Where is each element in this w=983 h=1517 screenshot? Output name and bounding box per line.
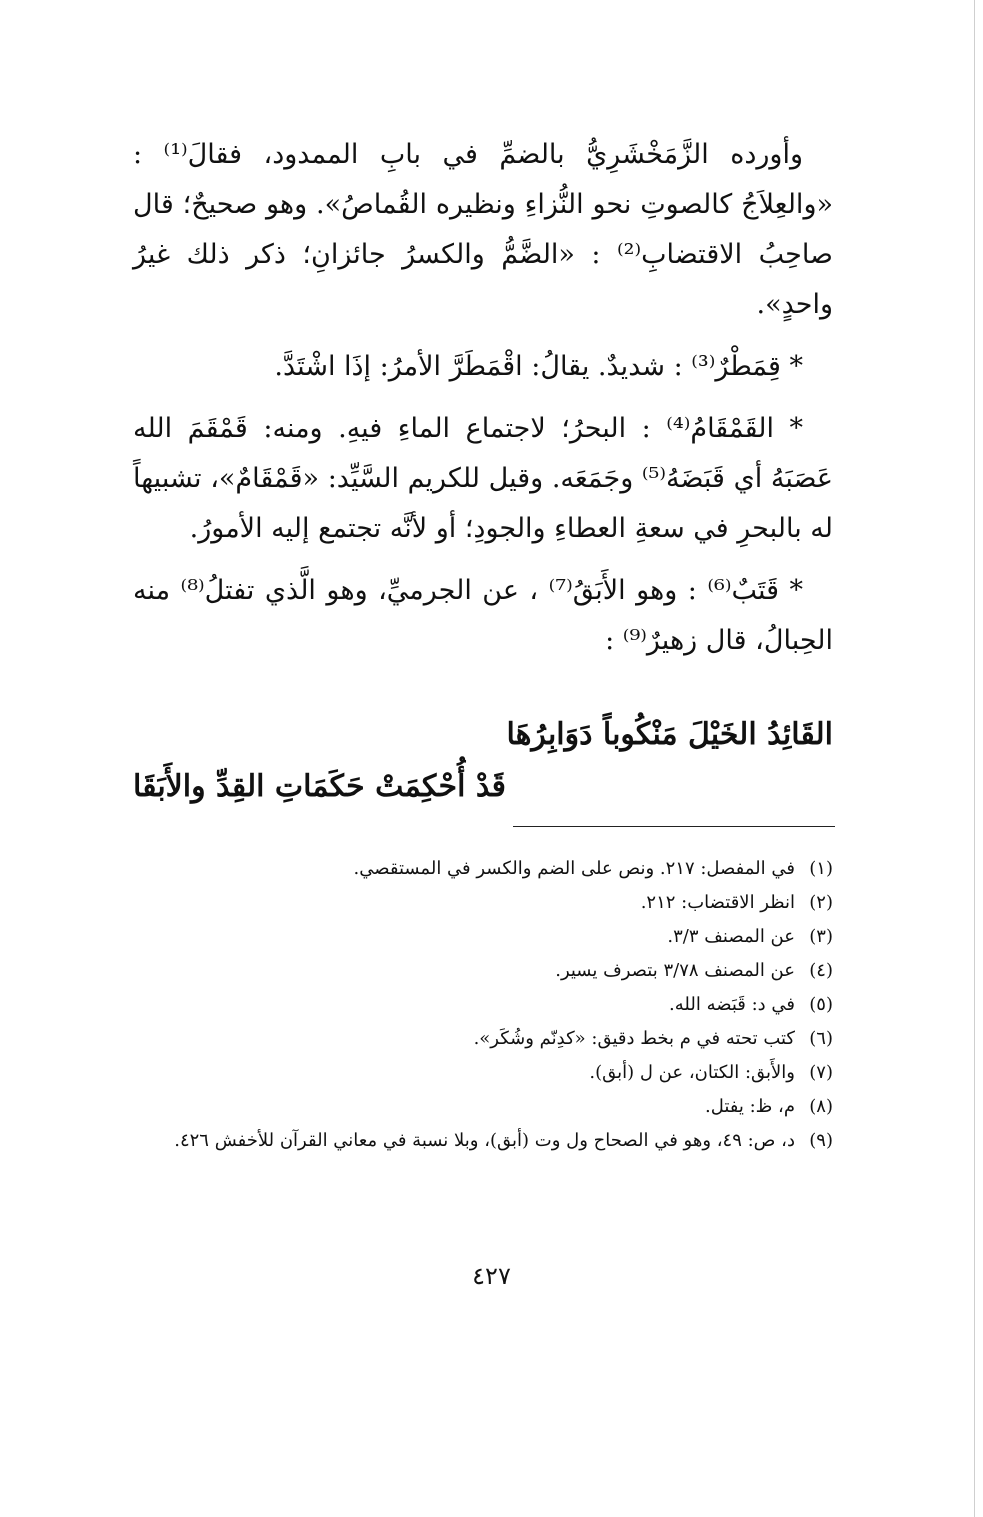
- entry-qatab: * قَتَبٌ⁽⁶⁾ : وهو الأَبَقُ⁽⁷⁾ ، عن الجرميِّ، وهو الَّذي تفتلُ⁽⁸⁾ منه الحِبالُ، قال زهيرٌ⁽⁹⁾ :: [133, 575, 833, 656]
- verse-second-hemistich: قَدْ أُحْكِمَتْ حَكَمَاتِ القِدِّ والأَبَقَا: [133, 769, 506, 804]
- footnote-text: كتب تحته في م بخط دقيق: «كدِنّم وشُكَر».: [473, 1028, 795, 1049]
- footnote-4: [133, 954, 833, 988]
- entry-qamqam: * القَمْقَامُ⁽⁴⁾ : البحرُ؛ لاجتماع الماءِ فيهِ. ومنه: قَمْقَمَ الله عَصَبَهُ أي قَبَضَهُ⁽⁵⁾ وجَمَعَه. وقيل للكريم السَّيِّد: «قَمْقَامٌ»، تشبيهاً له بالبحرِ في سعةِ العطاءِ والجودِ؛ أو لأنَّه تجتمع إليه الأمورُ.: [133, 413, 833, 544]
- footnote-3: [133, 920, 833, 954]
- verse-first-hemistich: القَائِدُ الخَيْلَ مَنْكُوباً دَوَابِرُهَا: [506, 717, 833, 752]
- footnote-number: (٦): [809, 1028, 833, 1049]
- footnotes: [133, 852, 833, 1158]
- footnote-text: والأَبق: الكتان، عن ل (أبق).: [589, 1062, 795, 1083]
- footnote-number: (٩): [809, 1130, 833, 1151]
- footnote-text: في المفصل: ٢١٧. ونص على الضم والكسر في المستقصي.: [353, 858, 795, 879]
- footnote-7: [133, 1056, 833, 1090]
- entry-qimatr: * قِمَطْرٌ⁽³⁾ : شديدٌ. يقالُ: اقْمَطَرَّ الأمرُ: إذَا اشْتَدَّ.: [274, 351, 803, 382]
- footnote-text: م، ظ: يفتل.: [704, 1096, 795, 1117]
- footnote-number: (٣): [809, 926, 833, 947]
- main-text: [133, 130, 833, 666]
- footnote-6: [133, 1022, 833, 1056]
- footnote-text: عن المصنف ٣/٧٨ بتصرف يسير.: [555, 960, 795, 981]
- footnote-2: [133, 886, 833, 920]
- page-number: ٤٢٧: [472, 1262, 511, 1290]
- footnote-number: (٥): [809, 994, 833, 1015]
- footnote-text: عن المصنف ٣/٣.: [667, 926, 795, 947]
- footnote-separator: [513, 826, 835, 827]
- footnote-number: (٤): [809, 960, 833, 981]
- footnote-8: [133, 1090, 833, 1124]
- footnote-9: [133, 1124, 833, 1158]
- footnote-number: (٨): [809, 1096, 833, 1117]
- footnote-number: (١): [809, 858, 833, 879]
- footnote-text: في د: قَبَضه الله.: [669, 994, 795, 1015]
- footnote-text: انظر الاقتضاب: ٢١٢.: [640, 892, 795, 913]
- footnote-5: [133, 988, 833, 1022]
- footnote-number: (٧): [809, 1062, 833, 1083]
- footnote-number: (٢): [809, 892, 833, 913]
- footnote-1: [133, 852, 833, 886]
- paragraph-zamakhshari: وأورده الزَّمَخْشَرِيُّ بالضمِّ في بابِ الممدود، فقالَ⁽¹⁾ : «والعِلاَجُ كالصوتِ نحو النُّزاءِ ونظيره القُماصُ». وهو صحيحٌ؛ قال صاحِبُ الاقتضابِ⁽²⁾ : «الضَّمُّ والكسرُ جائزانِ؛ ذكر ذلك غيرُ واحدٍ».: [133, 139, 833, 320]
- footnote-text: د، ص: ٤٩، وهو في الصحاح ول وت (أبق)، وبلا نسبة في معاني القرآن للأخفش ٤٢٦.: [174, 1130, 795, 1151]
